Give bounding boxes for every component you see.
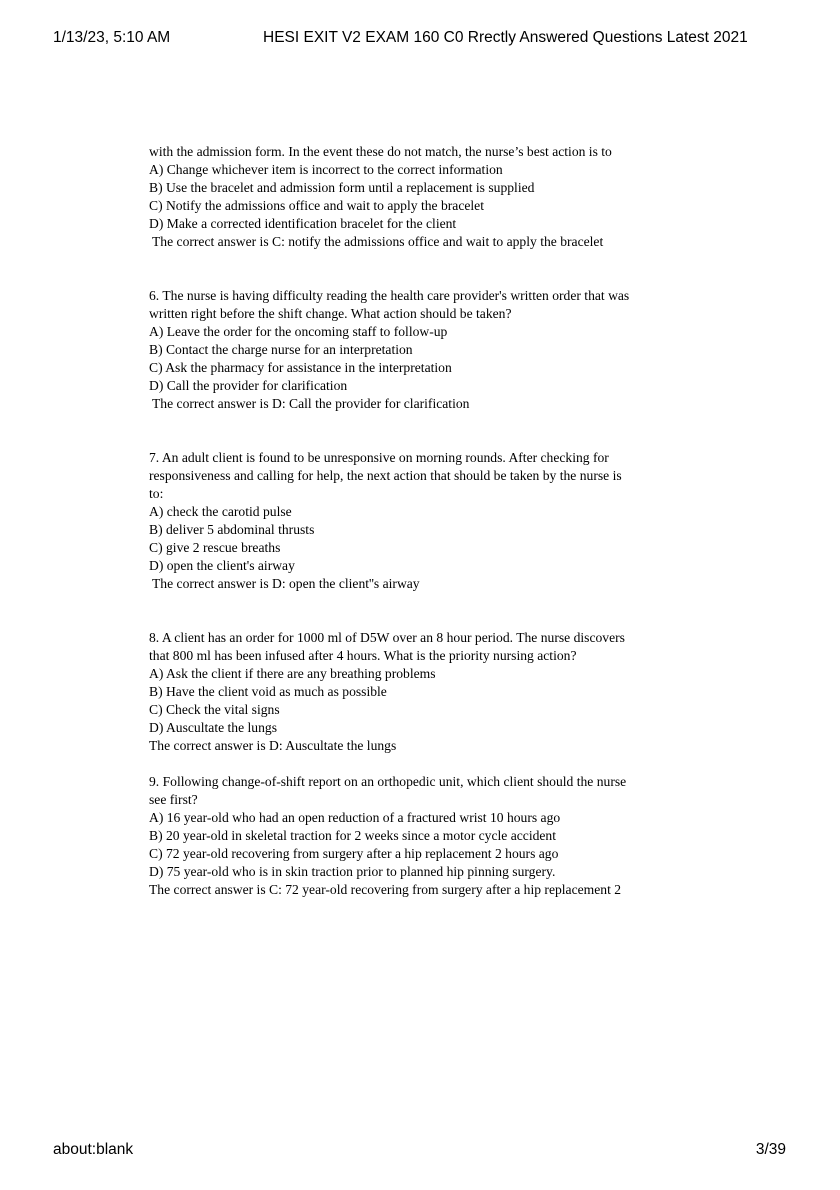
option-b: B) Contact the charge nurse for an interpretation bbox=[149, 342, 413, 357]
option-c: C) Check the vital signs bbox=[149, 702, 280, 717]
question-9 bbox=[149, 773, 709, 899]
option-a: A) Ask the client if there are any breathing problems bbox=[149, 666, 436, 681]
option-c: C) Notify the admissions office and wait to apply the bracelet bbox=[149, 198, 484, 213]
option-a: A) check the carotid pulse bbox=[149, 504, 292, 519]
correct-answer: The correct answer is D: Auscultate the lungs bbox=[149, 738, 397, 753]
question-stem-line: to: bbox=[149, 486, 164, 501]
question-stem-line: 7. An adult client is found to be unresponsive on morning rounds. After checking for bbox=[149, 450, 609, 465]
option-b: B) Have the client void as much as possible bbox=[149, 684, 387, 699]
question-8 bbox=[149, 629, 709, 755]
question-stem-line: 9. Following change-of-shift report on an orthopedic unit, which client should the nurse bbox=[149, 774, 627, 789]
question-7 bbox=[149, 449, 709, 593]
question-5-continued bbox=[149, 143, 709, 251]
option-d: D) Auscultate the lungs bbox=[149, 720, 277, 735]
print-footer-url: about:blank bbox=[53, 1141, 134, 1158]
option-a: A) Change whichever item is incorrect to the correct information bbox=[149, 162, 503, 177]
print-header-title: HESI EXIT V2 EXAM 160 C0 Rrectly Answered Questions Latest 2021 bbox=[263, 29, 748, 46]
option-d: D) Make a corrected identification bracelet for the client bbox=[149, 216, 457, 231]
correct-answer: The correct answer is D: open the client''s airway bbox=[152, 576, 420, 591]
question-stem-line: 8. A client has an order for 1000 ml of D5W over an 8 hour period. The nurse discovers bbox=[149, 630, 625, 645]
option-c: C) Ask the pharmacy for assistance in the interpretation bbox=[149, 360, 452, 375]
option-a: A) Leave the order for the oncoming staff to follow-up bbox=[149, 324, 448, 339]
question-stem-line: written right before the shift change. What action should be taken? bbox=[149, 306, 512, 321]
option-d: D) 75 year-old who is in skin traction prior to planned hip pinning surgery. bbox=[149, 864, 556, 879]
option-c: C) 72 year-old recovering from surgery after a hip replacement 2 hours ago bbox=[149, 846, 559, 861]
option-d: D) Call the provider for clarification bbox=[149, 378, 348, 393]
question-stem-line: responsiveness and calling for help, the next action that should be taken by the nurse is bbox=[149, 468, 622, 483]
correct-answer: The correct answer is C: 72 year-old recovering from surgery after a hip replacement 2 bbox=[149, 882, 622, 897]
option-a: A) 16 year-old who had an open reduction of a fractured wrist 10 hours ago bbox=[149, 810, 561, 825]
print-header-datetime: 1/13/23, 5:10 AM bbox=[53, 29, 171, 46]
correct-answer: The correct answer is C: notify the admissions office and wait to apply the bracelet bbox=[152, 234, 604, 249]
option-b: B) 20 year-old in skeletal traction for 2 weeks since a motor cycle accident bbox=[149, 828, 557, 843]
option-b: B) Use the bracelet and admission form until a replacement is supplied bbox=[149, 180, 535, 195]
question-stem-line: see first? bbox=[149, 792, 198, 807]
question-stem-line: with the admission form. In the event these do not match, the nurse’s best action is to bbox=[149, 144, 612, 159]
option-c: C) give 2 rescue breaths bbox=[149, 540, 281, 555]
question-6 bbox=[149, 287, 709, 413]
correct-answer: The correct answer is D: Call the provider for clarification bbox=[152, 396, 470, 411]
option-b: B) deliver 5 abdominal thrusts bbox=[149, 522, 315, 537]
document-body bbox=[149, 143, 709, 899]
option-d: D) open the client's airway bbox=[149, 558, 295, 573]
print-footer-page-number: 3/39 bbox=[755, 1141, 786, 1158]
question-stem-line: 6. The nurse is having difficulty reading the health care provider's written order that was bbox=[149, 288, 630, 303]
question-stem-line: that 800 ml has been infused after 4 hours. What is the priority nursing action? bbox=[149, 648, 577, 663]
